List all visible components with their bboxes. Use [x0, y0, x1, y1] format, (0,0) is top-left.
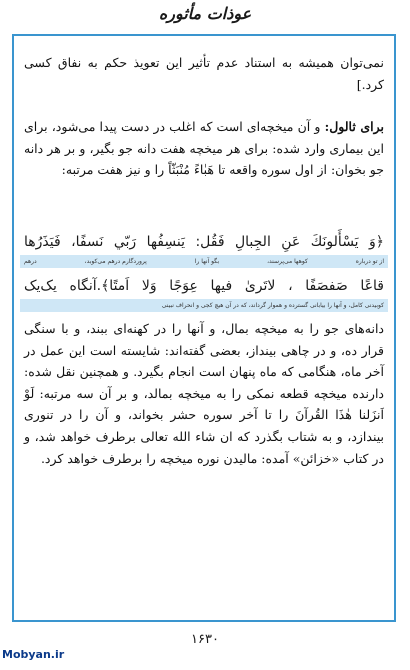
section-heading: برای ثالول: [324, 119, 384, 134]
paragraph-instructions: دانه‌های جو را به میخچه بمال، و آنها را در کهنه‌ای ببند، و با سنگی قرار ده، و در چاهی بینداز، بعضی گفته‌اند: شایسته است این عمل در آخر ماه، هنگامی که ماه پنهان است انجام بگیرد. و همچنین نقل شده: دارنده میخچه قطعه نمکی را به میخچه بمالد، و بر آن سه مرتبه: لَوْ اَنزَلنا هٰذَا القُرآنَ را تا آخر سوره حشر بخواند، و آن را در تنوری بیندازد، و به شتاب بگذرد که ان شاء الله تعالی برطرف خواهد شد، و در کتاب «خزائن» آمده: مالیدن نوره میخچه را برطرف خواهد کرد. [24, 321, 384, 466]
paragraph-wart [24, 116, 384, 181]
page-number: ۱۶۳۰ [191, 632, 219, 647]
paragraph-intro: نمی‌توان همیشه به استناد عدم تأثیر این تعویذ حکم به نفاق کسی کرد.] [24, 55, 384, 92]
section-text: و آن میخچه‌ای است که اغلب در دست پیدا می‌شود، برای این بیماری وارد شده: برای هر میخچه هفت دانه جو بگیر، و بر هر دانه جو بخوان: از اول سوره واقعه تا هَبٰاءً مُنْبَثّاً را و نیز هفت مرتبه: [24, 119, 384, 178]
quran-verse-line-1: ﴿وَ يَسْأَلونَكَ عَنِ الجِبالِ فَقُل: يَنسِفُها رَبّي نَسفًا، فَيَذَرُها [24, 234, 384, 250]
translation-band-1 [20, 255, 388, 268]
quran-verse-line-2: قاعًا صَفصَفًا ، لاتَرىٰ فيها عِوَجًا وَلا اَمتًا﴾.آنگاه یک‌یک [24, 278, 384, 294]
translation-band-2 [20, 299, 388, 312]
gloss-word: پروردگارم درهم می‌کوبد، [84, 258, 147, 265]
gloss-word: کوهها می‌پرسند، [267, 258, 308, 265]
gloss-word: درهم [24, 258, 37, 265]
gloss-word: از تو درباره [355, 258, 384, 265]
watermark: Mobyan.ir [2, 648, 65, 661]
page-title: عوذات مأثوره [158, 4, 252, 23]
gloss-text: کوبیدنی کامل، و آنها را بیابانی گسترده و هموار گرداند، که در آن هیچ کجی و انحراف نبینی [161, 302, 384, 309]
page-frame [12, 34, 396, 622]
gloss-word: بگو آنها را [194, 258, 220, 265]
